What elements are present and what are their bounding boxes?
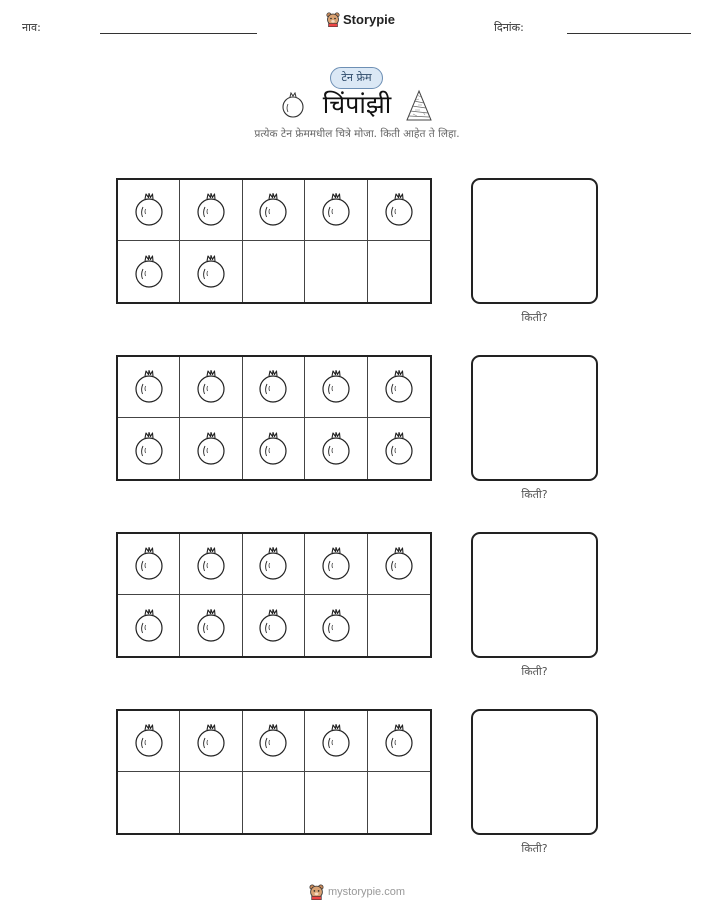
frame-cell bbox=[180, 534, 242, 595]
bear-logo-icon bbox=[309, 884, 324, 900]
frame-cell bbox=[305, 772, 367, 833]
frame-cell bbox=[368, 357, 430, 418]
pomegranate-icon bbox=[133, 546, 165, 582]
pomegranate-icon bbox=[320, 723, 352, 759]
frame-cell bbox=[305, 534, 367, 595]
pomegranate-icon bbox=[195, 254, 227, 290]
frame-cell bbox=[118, 534, 180, 595]
frame-cell bbox=[243, 241, 305, 302]
pomegranate-icon bbox=[195, 608, 227, 644]
frame-cell bbox=[243, 772, 305, 833]
frame-cell bbox=[180, 595, 242, 656]
topic-badge: टेन फ्रेम bbox=[330, 67, 383, 89]
frame-cell bbox=[118, 711, 180, 772]
frame-cell bbox=[243, 180, 305, 241]
pomegranate-icon bbox=[257, 431, 289, 467]
date-label: दिनांक: bbox=[494, 21, 524, 34]
frame-cell bbox=[368, 180, 430, 241]
pomegranate-icon bbox=[320, 431, 352, 467]
name-field[interactable] bbox=[100, 33, 257, 34]
pomegranate-icon bbox=[320, 608, 352, 644]
brand-name: Storypie bbox=[343, 12, 396, 27]
pomegranate-icon bbox=[195, 192, 227, 228]
pomegranate-icon bbox=[383, 192, 415, 228]
frame-cell bbox=[180, 180, 242, 241]
brand-logo bbox=[326, 12, 395, 27]
frame-cell bbox=[118, 357, 180, 418]
footer bbox=[309, 884, 405, 900]
frame-cell bbox=[243, 418, 305, 479]
pomegranate-icon bbox=[320, 369, 352, 405]
frame-cell bbox=[118, 772, 180, 833]
pomegranate-icon bbox=[383, 369, 415, 405]
frame-cell bbox=[243, 534, 305, 595]
pomegranate-icon bbox=[133, 431, 165, 467]
bear-logo-icon bbox=[326, 12, 340, 27]
frame-cell bbox=[368, 595, 430, 656]
name-label: नाव: bbox=[22, 21, 41, 34]
pomegranate-icon bbox=[257, 608, 289, 644]
frame-cell bbox=[368, 241, 430, 302]
frame-cell bbox=[180, 418, 242, 479]
frame-cell bbox=[118, 595, 180, 656]
pomegranate-icon bbox=[133, 192, 165, 228]
date-field[interactable] bbox=[567, 33, 691, 34]
frame-cell bbox=[305, 180, 367, 241]
footer-url: mystorypie.com bbox=[328, 886, 406, 898]
frame-cell bbox=[180, 357, 242, 418]
pomegranate-icon bbox=[133, 254, 165, 290]
pomegranate-icon bbox=[257, 546, 289, 582]
instructions: प्रत्येक टेन फ्रेममधील चित्रे मोजा. किती आहेत ते लिहा. bbox=[254, 128, 460, 140]
pomegranate-icon bbox=[257, 192, 289, 228]
how-many-label: किती? bbox=[521, 488, 548, 501]
how-many-label: किती? bbox=[521, 311, 548, 324]
page-title: चिंपांझी bbox=[322, 90, 392, 119]
hay-pile-icon bbox=[404, 89, 434, 123]
frame-cell bbox=[118, 418, 180, 479]
answer-box[interactable] bbox=[471, 178, 598, 304]
answer-box[interactable] bbox=[471, 532, 598, 658]
pomegranate-icon bbox=[320, 192, 352, 228]
pomegranate-icon bbox=[133, 608, 165, 644]
frame-cell bbox=[368, 711, 430, 772]
ten-frame bbox=[116, 355, 432, 481]
frame-cell bbox=[243, 357, 305, 418]
how-many-label: किती? bbox=[521, 842, 548, 855]
pomegranate-icon bbox=[133, 369, 165, 405]
pomegranate-icon bbox=[383, 546, 415, 582]
pomegranate-icon bbox=[257, 723, 289, 759]
answer-box[interactable] bbox=[471, 355, 598, 481]
pomegranate-icon bbox=[195, 723, 227, 759]
frame-cell bbox=[368, 418, 430, 479]
ten-frame bbox=[116, 709, 432, 835]
frame-cell bbox=[305, 595, 367, 656]
frame-cell bbox=[368, 534, 430, 595]
pomegranate-icon bbox=[257, 369, 289, 405]
answer-box[interactable] bbox=[471, 709, 598, 835]
pomegranate-icon bbox=[383, 431, 415, 467]
pomegranate-icon bbox=[383, 723, 415, 759]
ten-frame bbox=[116, 532, 432, 658]
ten-frame bbox=[116, 178, 432, 304]
pomegranate-icon bbox=[195, 369, 227, 405]
pomegranate-icon bbox=[195, 431, 227, 467]
frame-cell bbox=[243, 711, 305, 772]
frame-cell bbox=[180, 772, 242, 833]
frame-cell bbox=[305, 418, 367, 479]
pomegranate-icon bbox=[195, 546, 227, 582]
frame-cell bbox=[118, 180, 180, 241]
frame-cell bbox=[305, 711, 367, 772]
frame-cell bbox=[180, 241, 242, 302]
frame-cell bbox=[118, 241, 180, 302]
frame-cell bbox=[305, 357, 367, 418]
how-many-label: किती? bbox=[521, 665, 548, 678]
pomegranate-icon bbox=[133, 723, 165, 759]
frame-cell bbox=[305, 241, 367, 302]
frame-cell bbox=[243, 595, 305, 656]
frame-cell bbox=[368, 772, 430, 833]
pomegranate-icon bbox=[280, 92, 306, 120]
pomegranate-icon bbox=[320, 546, 352, 582]
frame-cell bbox=[180, 711, 242, 772]
